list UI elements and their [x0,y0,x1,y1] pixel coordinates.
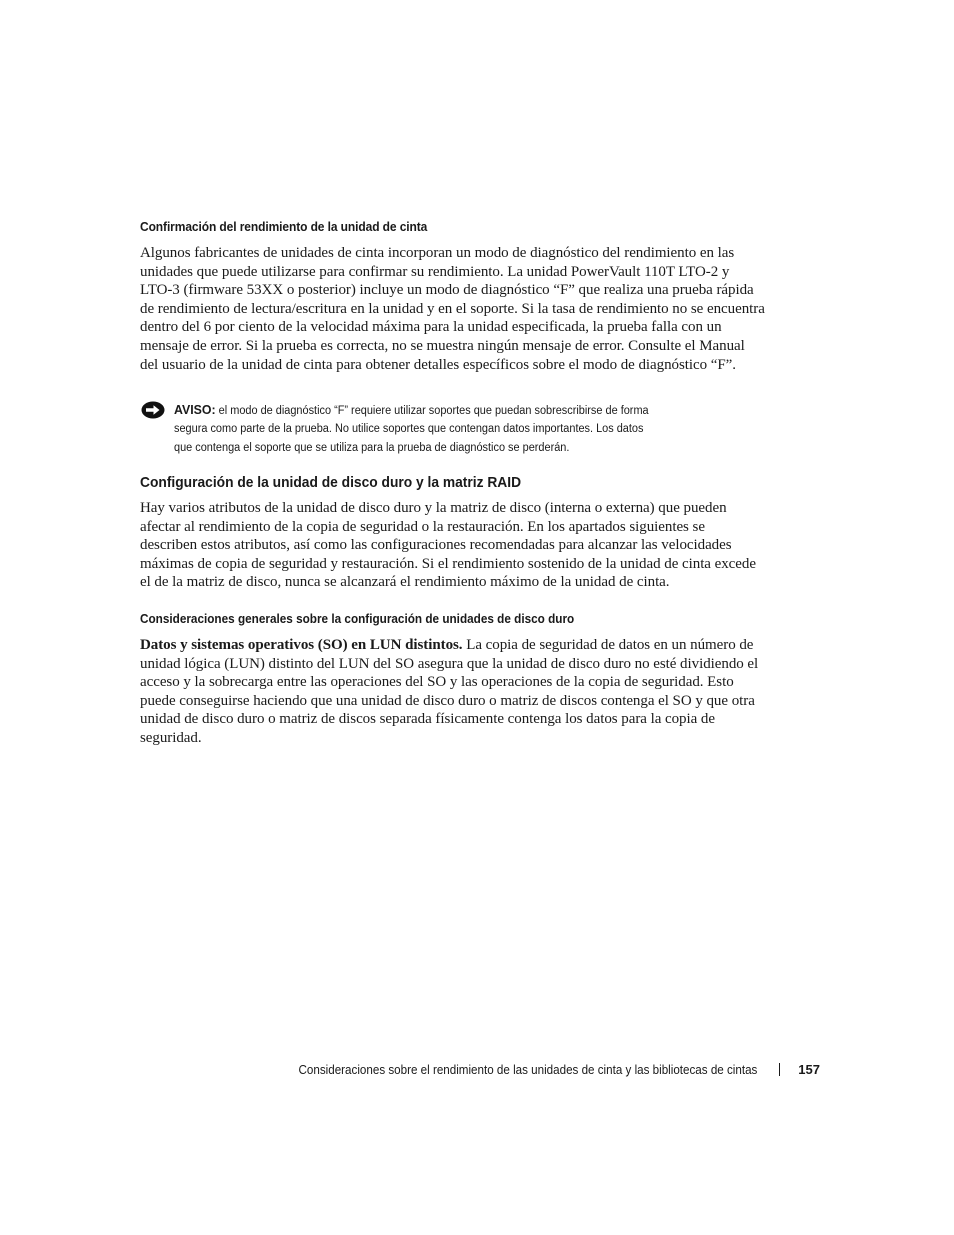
footer-separator [779,1063,780,1076]
section-heading-disk-considerations: Consideraciones generales sobre la configuración de unidades de disco duro [140,612,575,626]
page-number: 157 [798,1062,820,1077]
notice-arrow-icon [141,401,165,419]
section-heading-tape-performance: Confirmación del rendimiento de la unidad de cinta [140,220,428,234]
paragraph-tape-performance: Algunos fabricantes de unidades de cinta incorporan un modo de diagnóstico del rendimiento en las unidades que puede utilizarse para confirmar su rendimiento. La unidad PowerVault 110T LTO-2 y LTO-3 (firmware 53XX o posterior) incluye un modo de diagnóstico “F” que realiza una prueba rápida de rendimiento de lectura/escritura en la unidad y en el soporte. Si la tasa de rendimiento no se encuentra dentro del 6 por ciento de la velocidad máxima para la unidad especificada, la prueba falla con un mensaje de error. Si la prueba es correcta, no se muestra ningún mensaje de error. Consulte el Manual del usuario de la unidad de cinta para obtener detalles específicos sobre el modo de diagnóstico “F”. [140,245,765,373]
paragraph-body: La copia de seguridad de datos en un número de unidad lógica (LUN) distinto del LUN del SO asegura que la unidad de disco duro no esté dividiendo el acceso y la sobrecarga entre las operaciones del SO y las operaciones de la copia de seguridad. Esto puede conseguirse haciendo que una unidad de disco duro o matriz de discos contenga el SO y que otra unidad de disco duro o matriz de discos separada físicamente contenga los datos para la copia de seguridad. [140,637,759,746]
paragraph-disk-raid: Hay varios atributos de la unidad de disco duro y la matriz de disco (interna o externa) que pueden afectar al rendimiento de la copia de seguridad o la restauración. En los apartados siguientes se describen estos atributos, así como las configuraciones recomendadas para alcanzar las velocidades máximas de copia de seguridad y restauración. Si el rendimiento sostenido de la unidad de cinta excede el de la matriz de disco, nunca se alcanzará el rendimiento máximo de la unidad de cinta. [140,500,756,591]
notice-line-2: segura como parte de la prueba. No utilice soportes que contengan datos importantes. Los datos [174,423,644,436]
notice-line-3: que contenga el soporte que se utiliza para la prueba de diagnóstico se perderán. [174,441,570,454]
footer-title: Consideraciones sobre el rendimiento de las unidades de cinta y las bibliotecas de cintas [298,1062,758,1077]
section-heading-disk-raid: Configuración de la unidad de disco duro y la matriz RAID [140,474,522,491]
paragraph-lead: Datos y sistemas operativos (SO) en LUN distintos. [140,637,463,653]
notice-text [174,401,744,457]
notice-line-1: el modo de diagnóstico “F” requiere utilizar soportes que puedan sobrescribirse de forma [218,405,649,417]
page-footer [264,1062,820,1077]
notice-label: AVISO: [174,402,216,417]
paragraph-disk-considerations [140,636,765,748]
